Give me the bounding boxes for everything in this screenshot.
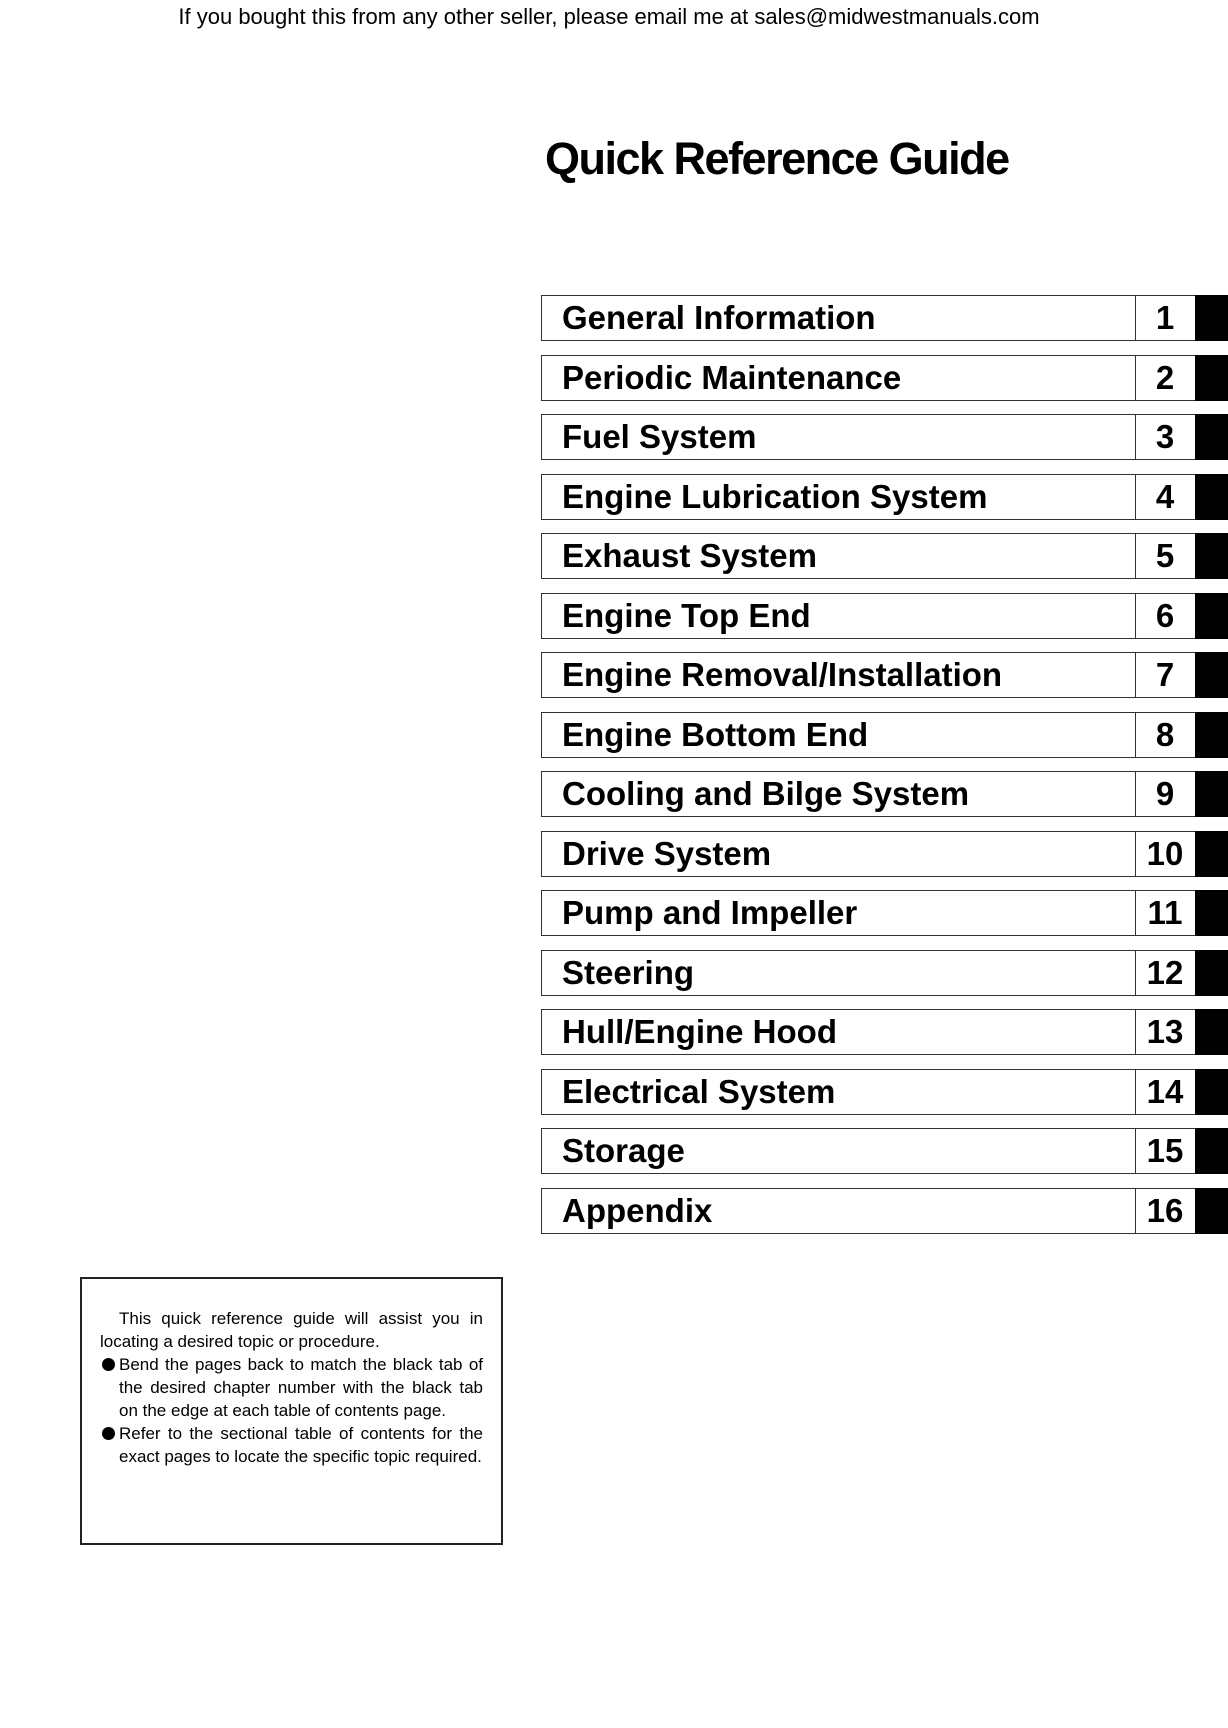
chapter-row[interactable] [541, 414, 1228, 460]
chapter-number-cell [1135, 890, 1195, 936]
chapter-number: 7 [1155, 656, 1175, 693]
page-title: Quick Reference Guide [545, 133, 1009, 184]
chapter-title: Exhaust System [562, 537, 817, 574]
info-bullet-text: Bend the pages back to match the black tab of the desired chapter number with the black tab on the edge at each table of contents page. [119, 1355, 483, 1420]
chapter-number-cell [1135, 474, 1195, 520]
chapter-number-cell [1135, 652, 1195, 698]
chapter-tab[interactable] [1195, 1009, 1228, 1055]
chapter-number: 10 [1146, 835, 1184, 872]
chapter-number: 3 [1155, 418, 1175, 455]
chapter-tab[interactable] [1195, 950, 1228, 996]
chapter-number-cell [1135, 712, 1195, 758]
chapter-title: Periodic Maintenance [562, 359, 902, 396]
chapter-row[interactable] [541, 1069, 1228, 1115]
chapter-number: 1 [1155, 299, 1175, 336]
chapter-tab[interactable] [1195, 1128, 1228, 1174]
chapter-label-cell [541, 771, 1135, 817]
chapter-number: 13 [1146, 1013, 1184, 1050]
chapter-row[interactable] [541, 1009, 1228, 1055]
chapter-number: 14 [1146, 1073, 1184, 1110]
info-bullet [100, 1422, 483, 1468]
chapter-label-cell [541, 950, 1135, 996]
chapter-number: 12 [1146, 954, 1184, 991]
chapter-row[interactable] [541, 712, 1228, 758]
chapter-tab[interactable] [1195, 355, 1228, 401]
chapter-label-cell [541, 295, 1135, 341]
chapter-number: 2 [1155, 359, 1175, 396]
chapter-tab[interactable] [1195, 533, 1228, 579]
chapter-tab[interactable] [1195, 652, 1228, 698]
info-intro: This quick reference guide will assist you in locating a desired topic or procedure. [100, 1309, 483, 1351]
chapter-title: Fuel System [562, 418, 757, 455]
chapter-title: Hull/Engine Hood [562, 1013, 837, 1050]
chapter-row[interactable] [541, 1128, 1228, 1174]
chapter-tab[interactable] [1195, 414, 1228, 460]
chapter-label-cell [541, 712, 1135, 758]
chapter-row[interactable] [541, 950, 1228, 996]
chapter-number: 15 [1146, 1132, 1184, 1169]
chapter-tab[interactable] [1195, 593, 1228, 639]
chapter-label-cell [541, 831, 1135, 877]
chapter-row[interactable] [541, 652, 1228, 698]
chapter-label-cell [541, 1128, 1135, 1174]
chapter-label-cell [541, 533, 1135, 579]
chapter-row[interactable] [541, 533, 1228, 579]
chapter-tab[interactable] [1195, 1069, 1228, 1115]
chapter-row[interactable] [541, 1188, 1228, 1234]
chapter-tab[interactable] [1195, 1188, 1228, 1234]
chapter-label-cell [541, 1069, 1135, 1115]
chapter-row[interactable] [541, 890, 1228, 936]
chapter-number-cell [1135, 950, 1195, 996]
chapter-label-cell [541, 414, 1135, 460]
chapter-number: 8 [1155, 716, 1175, 753]
chapter-title: Steering [562, 954, 695, 991]
chapter-number: 9 [1155, 775, 1175, 812]
chapter-title: Pump and Impeller [562, 894, 858, 931]
chapter-number-cell [1135, 1188, 1195, 1234]
chapter-row[interactable] [541, 355, 1228, 401]
chapter-number: 16 [1146, 1192, 1184, 1229]
chapter-row[interactable] [541, 593, 1228, 639]
seller-notice: If you bought this from any other seller, please email me at sales@midwestmanuals.com [178, 4, 1040, 29]
chapter-label-cell [541, 474, 1135, 520]
chapter-label-cell [541, 652, 1135, 698]
chapter-number-cell [1135, 593, 1195, 639]
chapter-title: Cooling and Bilge System [562, 775, 970, 812]
chapter-number-cell [1135, 533, 1195, 579]
chapter-tab[interactable] [1195, 771, 1228, 817]
chapter-title: Drive System [562, 835, 772, 872]
chapter-tab[interactable] [1195, 712, 1228, 758]
chapter-number-cell [1135, 355, 1195, 401]
chapter-tab[interactable] [1195, 890, 1228, 936]
chapter-tab[interactable] [1195, 831, 1228, 877]
chapter-label-cell [541, 890, 1135, 936]
chapter-label-cell [541, 355, 1135, 401]
chapter-number: 11 [1147, 894, 1183, 931]
chapter-title: Engine Lubrication System [562, 478, 988, 515]
chapter-title: Electrical System [562, 1073, 836, 1110]
chapter-row[interactable] [541, 771, 1228, 817]
chapter-number-cell [1135, 414, 1195, 460]
chapter-row[interactable] [541, 295, 1228, 341]
chapter-title: Engine Bottom End [562, 716, 869, 753]
chapter-number-cell [1135, 1069, 1195, 1115]
chapter-title: Storage [562, 1132, 685, 1169]
chapter-number-cell [1135, 831, 1195, 877]
info-bullet-text: Refer to the sectional table of contents for the exact pages to locate the specific topic required. [119, 1424, 483, 1466]
chapter-title: Engine Removal/Installation [562, 656, 1003, 693]
bullet-icon [102, 1427, 115, 1440]
chapter-title: Appendix [562, 1192, 713, 1229]
chapter-number-cell [1135, 295, 1195, 341]
chapter-title: Engine Top End [562, 597, 811, 634]
chapter-number-cell [1135, 1009, 1195, 1055]
chapter-label-cell [541, 1188, 1135, 1234]
chapter-number: 4 [1155, 478, 1175, 515]
bullet-icon [102, 1358, 115, 1371]
chapter-label-cell [541, 1009, 1135, 1055]
chapter-tab[interactable] [1195, 474, 1228, 520]
chapter-number: 5 [1155, 537, 1175, 574]
chapter-tab[interactable] [1195, 295, 1228, 341]
info-box [80, 1277, 503, 1545]
chapter-title: General Information [562, 299, 876, 336]
chapter-number-cell [1135, 1128, 1195, 1174]
chapter-number: 6 [1155, 597, 1175, 634]
chapter-row[interactable] [541, 474, 1228, 520]
info-bullet [100, 1353, 483, 1422]
chapter-row[interactable] [541, 831, 1228, 877]
chapter-number-cell [1135, 771, 1195, 817]
chapter-label-cell [541, 593, 1135, 639]
